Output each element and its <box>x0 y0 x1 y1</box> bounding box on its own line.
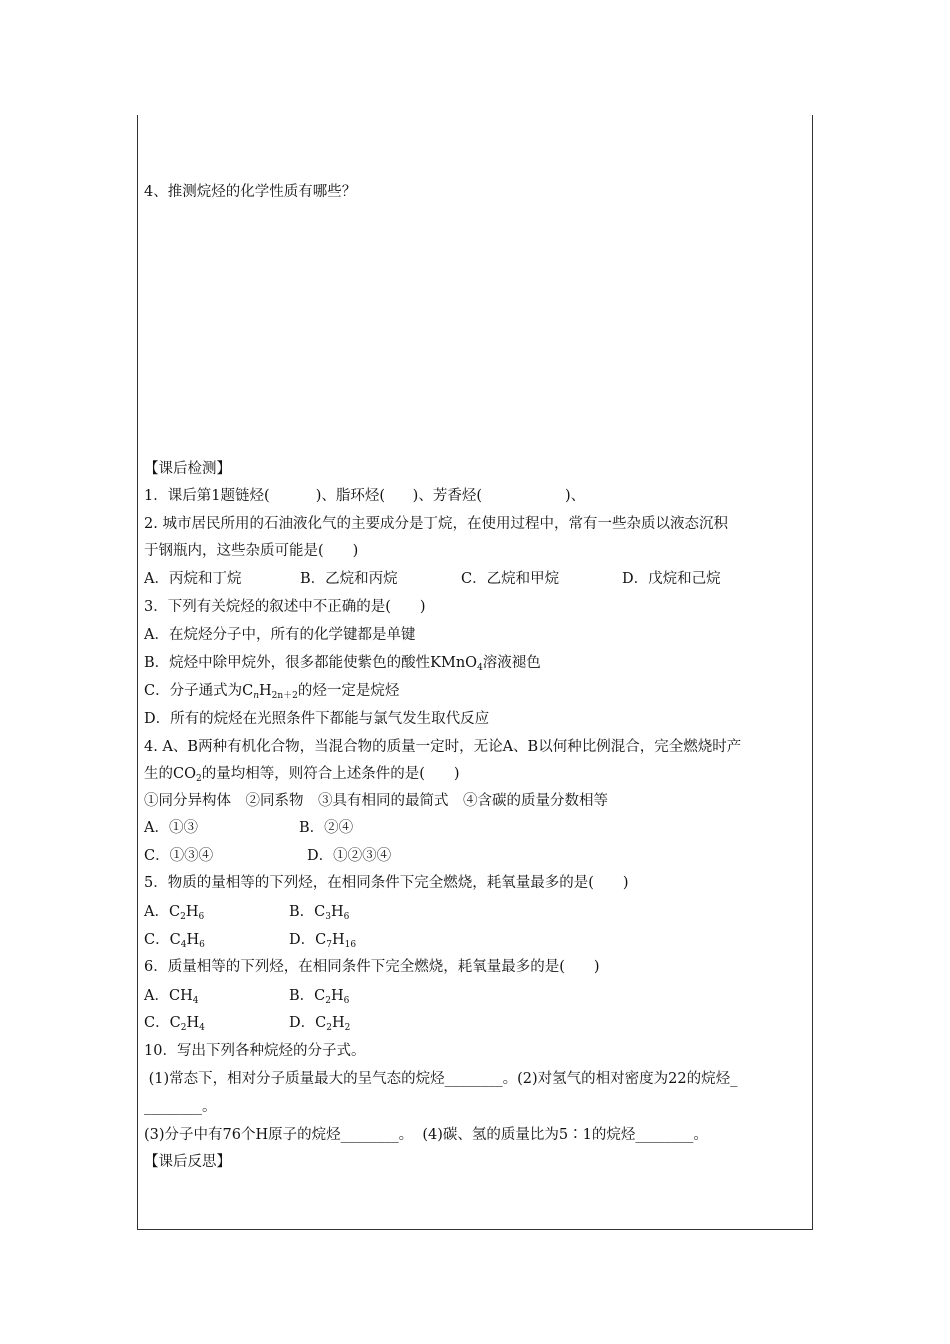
problem-2-option-b: B．乙烷和丙烷 <box>300 571 398 587</box>
problem-4-statements: ①同分异构体 ②同系物 ③具有相同的最简式 ④含碳的质量分数相等 <box>144 793 608 809</box>
q4-prompt: 4、推测烷烃的化学性质有哪些？ <box>144 184 357 200</box>
problem-10: 10．写出下列各种烷烃的分子式。 <box>144 1043 366 1059</box>
problem-5-option-b: B．$C_3H_6$ <box>289 904 350 922</box>
problem-4-line1: 4. A、B两种有机化合物，当混合物的质量一定时，无论A、B以何种比例混合，完全燃烧时产 <box>144 739 742 755</box>
problem-4-option-d: D．①②③④ <box>307 848 392 864</box>
problem-2-option-d: D．戊烷和己烷 <box>622 571 721 587</box>
problem-2-option-c: C．乙烷和甲烷 <box>461 571 560 587</box>
problem-5-option-c: C．$C_4H_6$ <box>144 932 205 950</box>
problem-1: 1．课后第1题链烃( )、脂环烃( )、芳香烃( )、 <box>144 488 586 504</box>
problem-6-option-a: A．$CH_4$ <box>144 988 199 1006</box>
after-check-header: 【课后检测】 <box>144 461 231 477</box>
problem-2-line2: 于钢瓶内，这些杂质可能是( ) <box>144 543 359 559</box>
problem-6-option-d: D．$C_2H_2$ <box>289 1015 351 1033</box>
problem-6-option-c: C．$C_2H_4$ <box>144 1015 205 1033</box>
problem-6: 6．质量相等的下列烃，在相同条件下完全燃烧，耗氧量最多的是( ) <box>144 959 600 975</box>
problem-3-option-b: B．烷烃中除甲烷外，很多都能使紫色的酸性KMnO$_4$溶液褪色 <box>144 655 541 673</box>
reflection-header: 【课后反思】 <box>144 1154 231 1170</box>
problem-10-part1: (1)常态下，相对分子质量最大的呈气态的烷烃________。(2)对氢气的相对密度为22的烷烃_ <box>144 1071 738 1087</box>
problem-5-option-d: D．$C_7H_{16}$ <box>289 932 357 950</box>
problem-2-line1: 2. 城市居民所用的石油液化气的主要成分是丁烷，在使用过程中，常有一些杂质以液态沉积 <box>144 516 728 532</box>
problem-3-option-c: C．分子通式为$C_nH_{2n+2}$的烃一定是烷烃 <box>144 683 400 701</box>
problem-4-option-b: B．②④ <box>299 820 354 836</box>
problem-3: 3．下列有关烷烃的叙述中不正确的是( ) <box>144 599 426 615</box>
problem-3-option-d: D．所有的烷烃在光照条件下都能与氯气发生取代反应 <box>144 711 490 727</box>
problem-4-option-c: C．①③④ <box>144 848 214 864</box>
problem-4-line2: 生的$CO_2$的量均相等，则符合上述条件的是( ) <box>144 766 460 784</box>
problem-3-option-a: A．在烷烃分子中，所有的化学键都是单键 <box>144 627 416 643</box>
problem-10-part1-continued: ________。 <box>144 1099 217 1115</box>
problem-4-option-a: A．①③ <box>144 820 198 836</box>
problem-10-part3: (3)分子中有76个H原子的烷烃________。 (4)碳、氢的质量比为5∶1的烷烃________。 <box>144 1127 708 1143</box>
problem-6-option-b: B．$C_2H_6$ <box>289 988 350 1006</box>
problem-5-option-a: A．$C_2H_6$ <box>144 904 205 922</box>
problem-5: 5．物质的量相等的下列烃，在相同条件下完全燃烧，耗氧量最多的是( ) <box>144 875 629 891</box>
problem-2-option-a: A．丙烷和丁烷 <box>144 571 242 587</box>
